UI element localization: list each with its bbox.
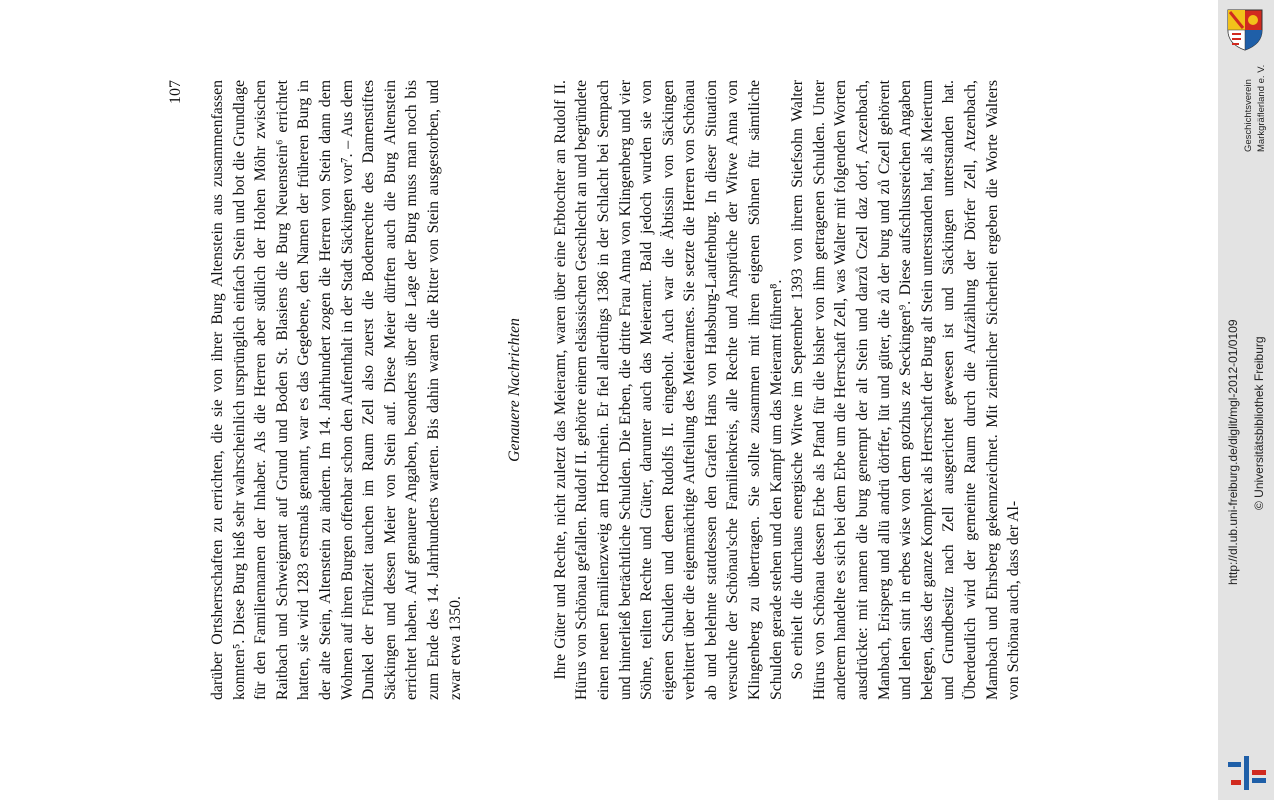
paragraph-3: So erhielt die durchaus energische Witwe im September 1393 von ihrem Stiefsohn Walter Hürus von Schönau dessen Erbe als Pfand für die bisher von ihm getragenen Schulden. Unter anderem handelte es sich bei dem Erbe um die Herrschaft Zell, was Walter mit folgenden Worten ausdrückte: mit namen die burg genempt der alt Stein und darzů Czell daz dorf, Aczenbach, Manbach, Erisperg und allü andrü dörffer, lüt und güter, die zů der burg und zů Czell gehörent und lehen sint in erbes wise von dem gotzhus ze Seckingen⁹. Diese aufschlussreichen Angaben belegen, dass der ganze Komplex als Herrschaft der Burg alt Stein unterstanden hat, als Meiertum und Grundbesitz nach Zell ausgerichtet gewesen ist und Säckingen unterstanden hat. Überdeutlich wird der gemeinte Raum durch die Aufzählung der Dörfer Zell, Atzenbach, Mambach und Ehrsberg gekennzeichnet. Mit ziemlicher Sicherheit ergeben die Worte Walters von Schönau auch, dass der Al- <box>789 80 1023 700</box>
page-body <box>207 80 1025 700</box>
section-title: Genauere Nachrichten <box>506 318 524 462</box>
copyright-notice: © Universitätsbibliothek Freiburg <box>1252 336 1266 510</box>
paragraph-1: darüber Ortsherrschaften zu errichten, die sie von ihrer Burg Altenstein aus zusammenfassen konnten⁵. Diese Burg hieß sehr wahrscheinlich ursprünglich einfach Stein und bot die Grundlage für den Familiennamen der Inhaber. Als die Herren aber südlich der Hohen Möhr zwischen Raitbach und Schweigmatt auf Grund und Boden St. Blasiens die Burg Neuenstein⁶ errichtet hatten, sie wird 1283 erstmals genannt, war es das Gegebene, den Namen der früheren Burg in der alte Stein, Altenstein zu ändern. Im 14. Jahrhundert zogen die Herren von Stein dann dem Wohnen auf ihren Burgen offenbar schon den Aufenthalt in der Stadt Säckingen vor⁷. – Aus dem Dunkel der Frühzeit tauchen im Raum Zell also zuerst die Bodenrechte des Damenstiftes Säckingen und dessen Meier von Stein auf. Diese Meier dürften auch die Burg Altenstein errichtet haben. Auf genauere Angaben, besonders über die Lage der Burg muss man noch bis zum Ende des 14. Jahrhunderts warten. Bis dahin waren die Ritter von Stein ausgestorben, und zwar etwa 1350. <box>209 80 464 700</box>
society-name-line-2: Markgräflerland e. V. <box>1256 64 1267 152</box>
document-page <box>97 0 1137 800</box>
ub-freiburg-logo-icon <box>1228 752 1268 794</box>
paragraph-2: Ihre Güter und Rechte, nicht zuletzt das Meieramt, waren über eine Erbtochter an Rudolf II. Hürus von Schönau gefallen. Rudolf II. gehörte einem elsässischen Geschlecht an und begründete einen neuen Familienzweig am Hochrhein. Er fiel allerdings 1386 in der Schlacht bei Sempach und hinterließ beträchtliche Schulden. Die Erben, die dritte Frau Anna von Klingenberg und vier Söhne, teilten Rechte und Güter, darunter auch das Meieramt. Bald jedoch wurden sie von eigenen Schulden und denen Rudolfs II. eingeholt. Auch war die Äbtissin von Säckingen verbittert über die eigenmächtige Aufteilung des Meieramtes. Sie setzte die Herren von Schönau ab und belehnte stattdessen den Grafen Hans von Habsburg-Laufenburg. In dieser Situation versuchte der Schönau'sche Familienkreis, alle Rechte und Ansprüche der Witwe Anna von Klingenberg zu übertragen. Sie sollte zusammen mit ihren eigenen Söhnen für sämtliche Schulden gerade stehen und den Kampf um das Meieramt führen⁸. <box>551 80 785 700</box>
document-url[interactable]: http://dl.ub.uni-freiburg.de/diglit/mgl-2012-01/0109 <box>1226 319 1240 585</box>
page-number: 107 <box>167 80 184 104</box>
society-name-line-1: Geschichtsverein <box>1243 79 1254 152</box>
coat-of-arms-icon <box>1222 6 1268 52</box>
